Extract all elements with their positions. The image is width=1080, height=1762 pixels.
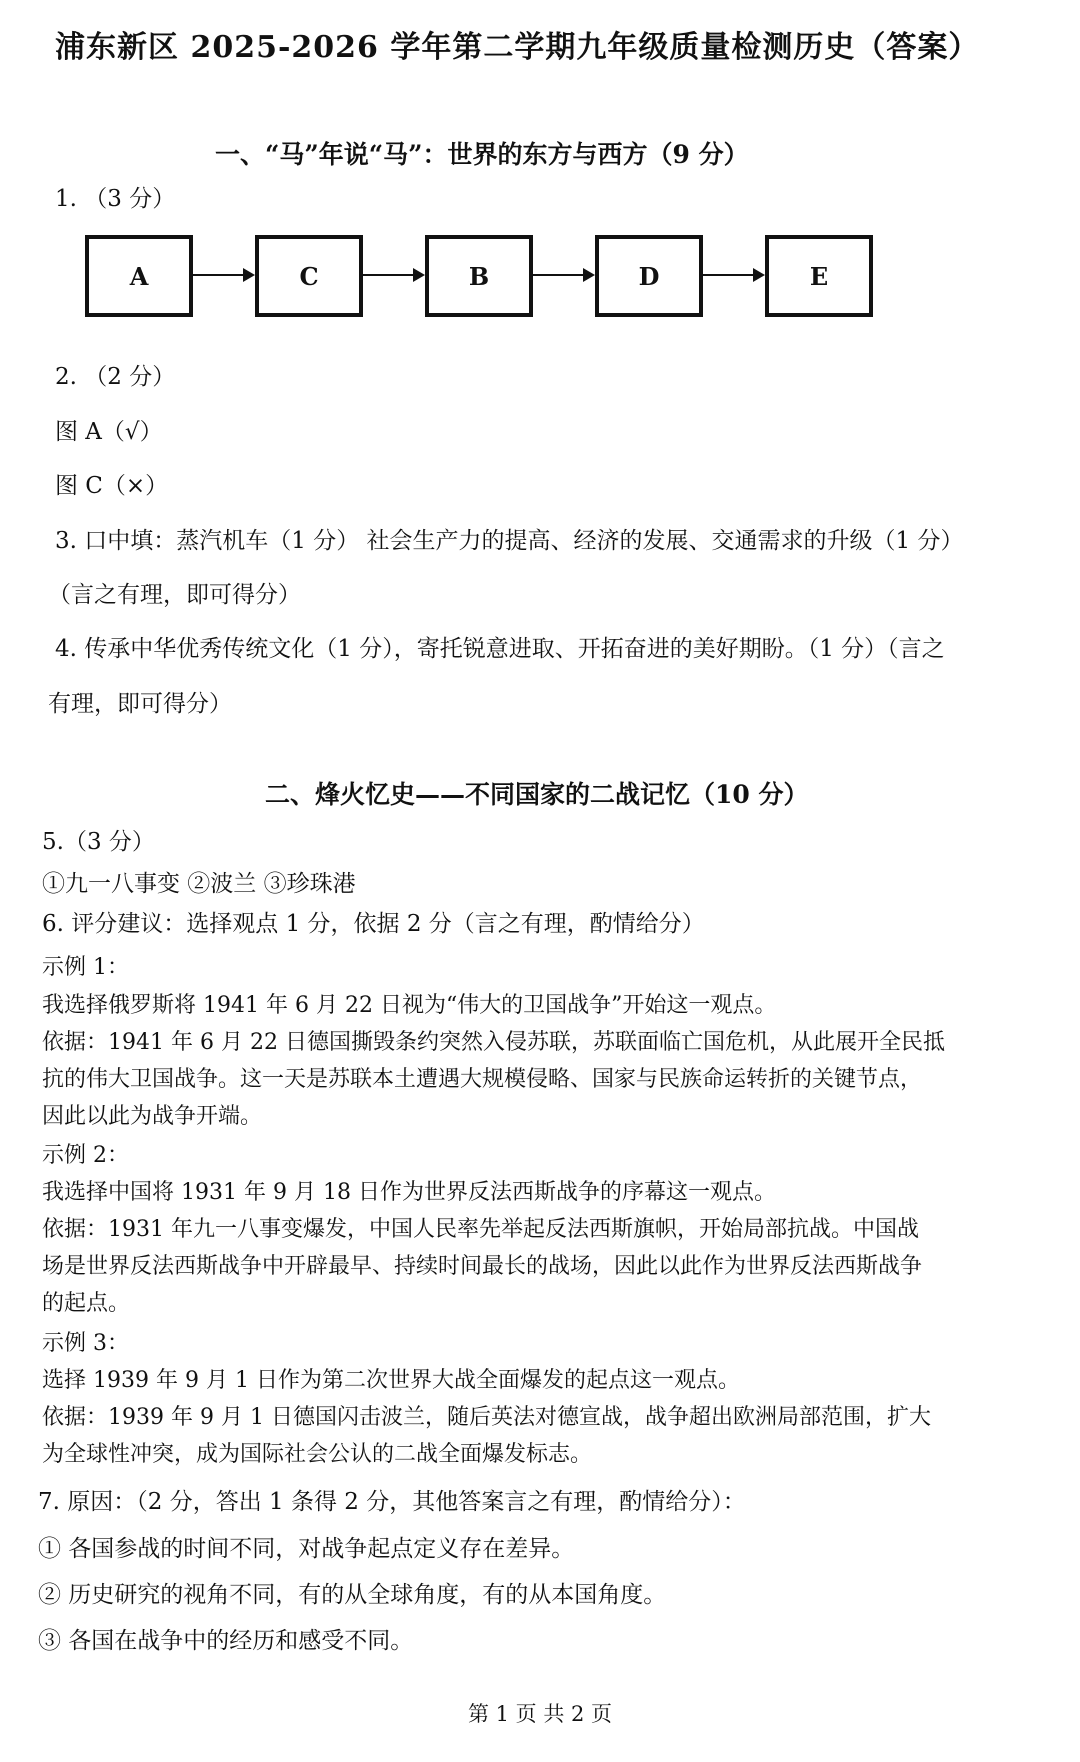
example-1-line-4: 因此以此为战争开端。: [42, 1104, 263, 1129]
flow-box-4: D: [595, 235, 703, 317]
flow-box-2: C: [255, 235, 363, 317]
example-3-label: 示例 3：: [42, 1331, 129, 1356]
q6-scoring: 6. 评分建议：选择观点 1 分，依据 2 分（言之有理，酌情给分）: [42, 911, 705, 937]
example-1-line-3: 抗的伟大卫国战争。这一天是苏联本土遭遇大规模侵略、国家与民族命运转折的关键节点，: [42, 1067, 923, 1092]
example-3-line-2: 依据：1939 年 9 月 1 日德国闪击波兰，随后英法对德宣战，战争超出欧洲局部范围，扩大: [42, 1405, 931, 1430]
page-footer: 第 1 页 共 2 页: [467, 1702, 613, 1726]
q5-label: 5.（3 分）: [42, 829, 155, 855]
example-2-line-1: 我选择中国将 1931 年 9 月 18 日作为世界反法西斯战争的序幕这一观点。: [42, 1180, 776, 1205]
q1-label: 1. （3 分）: [55, 186, 176, 212]
example-2-line-3: 场是世界反法西斯战争中开辟最早、持续时间最长的战场，因此以此作为世界反法西斯战争: [42, 1254, 923, 1279]
example-3-line-1: 选择 1939 年 9 月 1 日作为第二次世界大战全面爆发的起点这一观点。: [42, 1368, 740, 1393]
section-1-heading: 一、“马”年说“马”：世界的东方与西方（9 分）: [215, 140, 749, 169]
flow-arrow-1: [193, 274, 253, 276]
example-2-line-4: 的起点。: [42, 1291, 131, 1316]
page-title: 浦东新区 2025-2026 学年第二学期九年级质量检测历史（答案）: [55, 30, 980, 65]
q2-answer-c: 图 C（×）: [55, 473, 169, 499]
sequence-flow-diagram: [85, 235, 945, 325]
example-1-label: 示例 1：: [42, 955, 129, 980]
section-2-heading: 二、烽火忆史——不同国家的二战记忆（10 分）: [265, 780, 809, 809]
flow-box-5: E: [765, 235, 873, 317]
example-3-line-3: 为全球性冲突，成为国际社会公认的二战全面爆发标志。: [42, 1442, 593, 1467]
example-1-line-1: 我选择俄罗斯将 1941 年 6 月 22 日视为“伟大的卫国战争”开始这一观点。: [42, 993, 777, 1018]
flow-arrow-3: [533, 274, 593, 276]
q2-answer-a: 图 A（√）: [55, 419, 163, 445]
flow-box-1: A: [85, 235, 193, 317]
example-1-line-2: 依据：1941 年 6 月 22 日德国撕毁条约突然入侵苏联，苏联面临亡国危机，从此展开全民抵: [42, 1030, 945, 1055]
q7-label: 7. 原因：（2 分，答出 1 条得 2 分，其他答案言之有理，酌情给分）：: [38, 1489, 746, 1515]
q7-reason-1: ① 各国参战的时间不同，对战争起点定义存在差异。: [38, 1536, 575, 1562]
flow-arrow-2: [363, 274, 423, 276]
q4-line-2: 有理，即可得分）: [48, 691, 232, 717]
q2-label: 2. （2 分）: [55, 364, 176, 390]
q5-answer: ①九一八事变 ②波兰 ③珍珠港: [42, 871, 356, 897]
q3-line-1: 3. 口中填：蒸汽机车（1 分） 社会生产力的提高、经济的发展、交通需求的升级（1 分）: [55, 528, 964, 554]
q7-reason-3: ③ 各国在战争中的经历和感受不同。: [38, 1628, 414, 1654]
example-2-label: 示例 2：: [42, 1143, 129, 1168]
flow-arrow-4: [703, 274, 763, 276]
example-2-line-2: 依据：1931 年九一八事变爆发，中国人民率先举起反法西斯旗帜，开始局部抗战。中国战: [42, 1217, 919, 1242]
q4-line-1: 4. 传承中华优秀传统文化（1 分），寄托锐意进取、开拓奋进的美好期盼。（1 分）（言之: [55, 636, 945, 662]
flow-box-3: B: [425, 235, 533, 317]
q3-line-2: （言之有理，即可得分）: [48, 582, 301, 608]
q7-reason-2: ② 历史研究的视角不同，有的从全球角度，有的从本国角度。: [38, 1582, 667, 1608]
